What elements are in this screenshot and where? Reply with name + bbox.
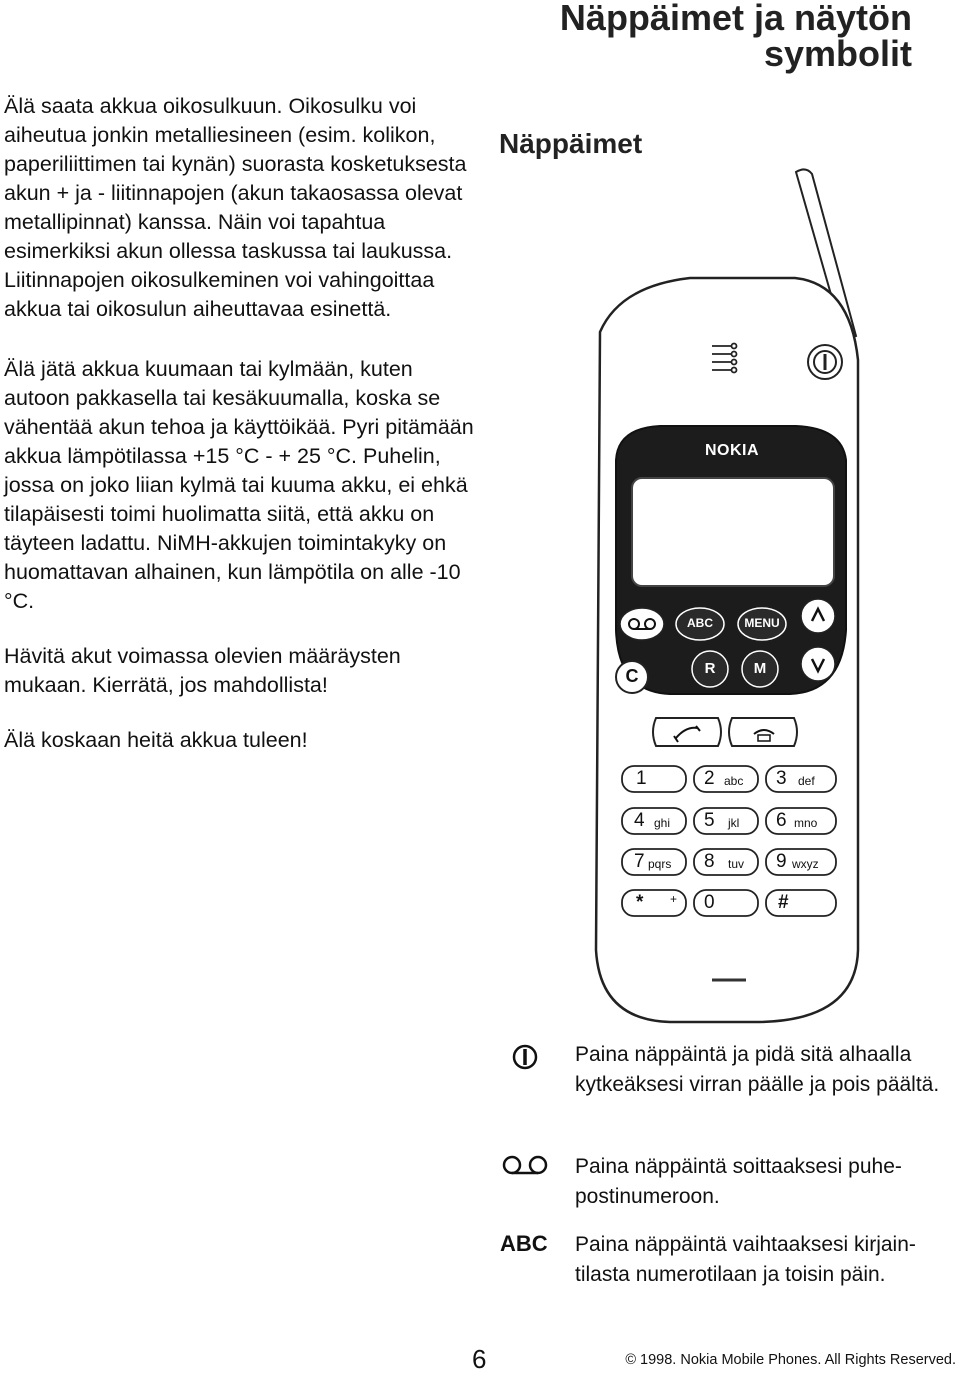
key-5-letters: jkl <box>728 816 740 830</box>
copyright: © 1998. Nokia Mobile Phones. All Rights Reserved. <box>625 1352 956 1368</box>
scroll-down-key[interactable] <box>801 647 835 681</box>
key-hash-digit: # <box>778 892 789 913</box>
r-key-label: R <box>704 660 716 677</box>
abc-key-symbol: ABC <box>500 1231 548 1256</box>
paragraph-short-circuit: Älä saata akkua oikosulkuun. Oikosulku voi aiheutua jonkin metalliesineen (esim. kolikon, paperiliittimen tai kynän) suorasta kosketuksesta akun + ja - liitinnapojen (akun takaosassa olevat metallipinnat) kanssa. Näin voi tapahtua esimerkiksi akun ollessa taskussa tai laukussa. Liitinnapojen oikosulkeminen voi vahingoittaa akkua tai oikosulun aiheuttavaa esinettä. <box>4 94 467 321</box>
voicemail-key[interactable] <box>620 608 664 640</box>
key-5-digit: 5 <box>704 810 715 831</box>
menu-key-label: MENU <box>744 616 780 630</box>
key-2-digit: 2 <box>704 768 715 789</box>
phone-drawing <box>560 160 890 1030</box>
key-7-letters: pqrs <box>648 857 672 871</box>
key-8-letters: tuv <box>728 857 745 871</box>
key-2-letters: abc <box>724 774 744 788</box>
voicemail-icon <box>490 1154 560 1178</box>
key-6-digit: 6 <box>776 810 787 831</box>
power-icon <box>490 1042 560 1072</box>
key-9-letters: wxyz <box>792 857 819 871</box>
paragraph-temperature: Älä jätä akkua kuumaan tai kylmään, kuten autoon pakkasella tai kesäkuumalla, koska se vähentää akun tehoa ja käyttöikää. Pyri pitämään akkua lämpötilassa +15 °C - + 25 °C. Puhelin, jossa on joko liian kylmä tai kuuma akku, ei ehkä tilapäisesti toimi huolimatta siitä, että akku on täyteen ladattu. NiMH-akkujen toimintakyky on huomattavan alhainen, kun lämpötila on alle -10 °C. <box>4 357 474 613</box>
key-6-letters: mno <box>794 816 818 830</box>
key-4-letters: ghi <box>654 816 671 830</box>
legend-text-voicemail: Paina näppäintä soittaaksesi puhe-postinumeroon. <box>575 1155 902 1208</box>
key-3-letters: def <box>798 774 815 788</box>
key-1-digit: 1 <box>636 768 647 789</box>
paragraph-fire-warning: Älä koskaan heitä akkua tuleen! <box>4 728 308 752</box>
page-number: 6 <box>472 1344 487 1374</box>
page-heading <box>492 0 912 72</box>
legend-row-abc <box>490 1230 960 1290</box>
brand-logo: NOKIA <box>704 442 760 459</box>
legend-row-power <box>490 1040 960 1130</box>
key-3-digit: 3 <box>776 768 787 789</box>
section-title: Näppäimet <box>499 128 643 159</box>
call-key[interactable] <box>653 718 721 746</box>
key-7-digit: 7 <box>634 851 645 872</box>
abc-key-label: ABC <box>687 616 713 630</box>
phone-illustration <box>560 160 890 1030</box>
legend-text-power: Paina näppäintä ja pidä sitä alhaalla kytkeäksesi virran päälle ja pois päältä. <box>575 1043 940 1096</box>
key-8-digit: 8 <box>704 851 715 872</box>
battery-warnings-column <box>4 92 474 755</box>
key-star-digit: * <box>636 892 644 913</box>
heading-line-1: Näppäimet ja näytön <box>559 0 912 38</box>
paragraph-disposal: Hävitä akut voimassa olevien määräysten mukaan. Kierrätä, jos mahdollista! <box>4 644 401 697</box>
key-0-digit: 0 <box>704 892 715 913</box>
key-star-letters: + <box>670 892 678 906</box>
end-key[interactable] <box>729 718 797 746</box>
key-9-digit: 9 <box>776 851 787 872</box>
m-key-label: M <box>753 660 767 677</box>
key-4-digit: 4 <box>634 810 645 831</box>
scroll-up-key[interactable] <box>801 599 835 633</box>
heading-line-2: symbolit <box>763 33 912 74</box>
clear-key-label: C <box>625 666 639 686</box>
legend-row-voicemail <box>490 1152 960 1212</box>
power-button[interactable] <box>808 345 842 379</box>
legend-text-abc: Paina näppäintä vaihtaaksesi kirjain-tilasta numerotilaan ja toisin päin. <box>575 1233 916 1286</box>
phone-display <box>632 478 834 586</box>
